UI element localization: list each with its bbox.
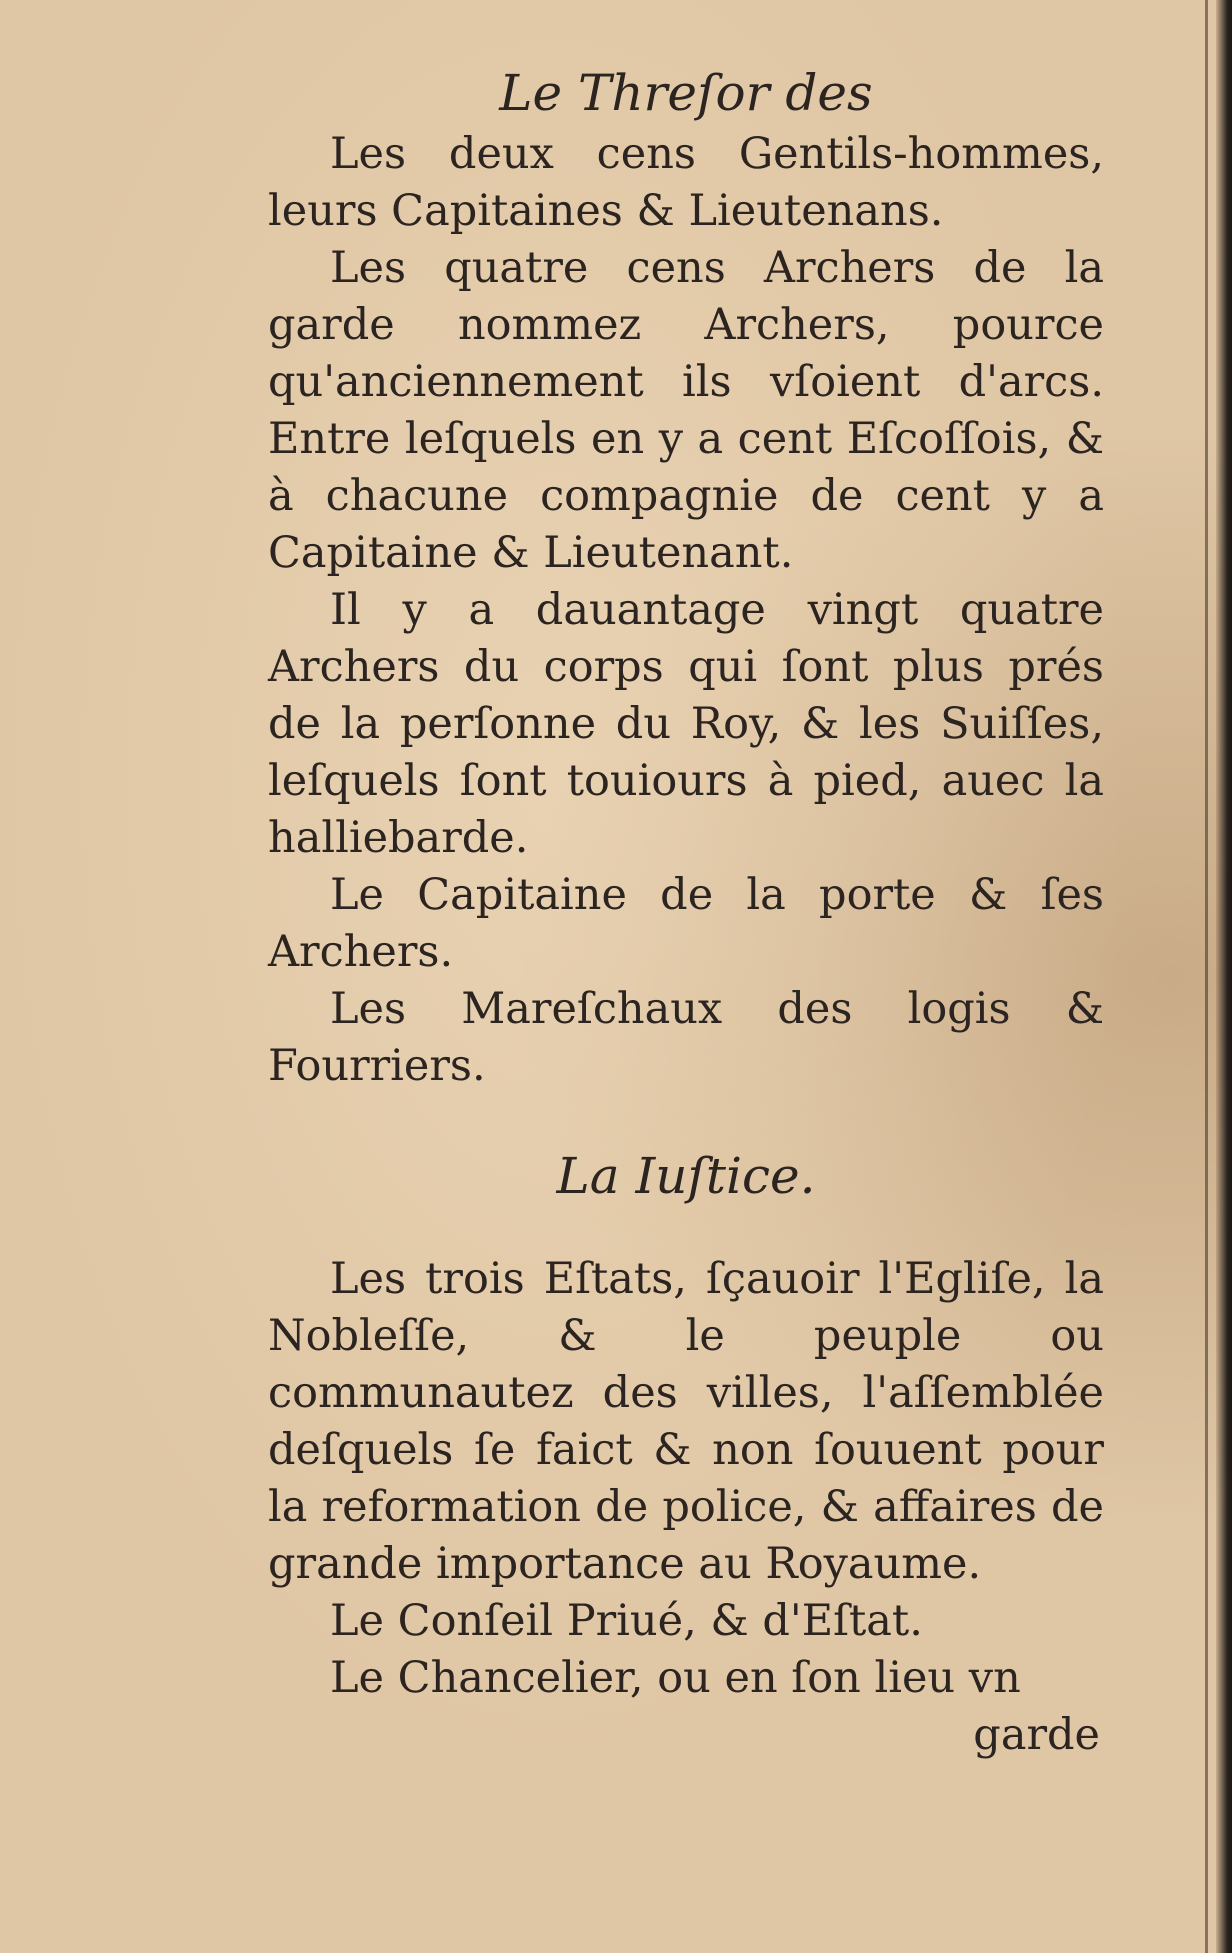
catchword: garde: [973, 1710, 1100, 1760]
text-block: [268, 60, 1104, 1764]
section-heading: La Iuſtice.: [556, 1147, 816, 1205]
paragraph: Il y a dauantage vingt quatre Archers du corps qui ſont plus prés de la perſonne du Roy, & les Suiſſes, leſquels ſont touiours à pied, auec la halliebarde.: [268, 585, 1104, 863]
paragraph: Le Capitaine de la porte & ſes Archers.: [268, 870, 1104, 977]
paragraph: Le Conſeil Priué, & d'Eſtat.: [330, 1596, 923, 1646]
page-edge: [1216, 0, 1232, 1953]
paragraph: Le Chancelier, ou en ſon lieu vn: [330, 1653, 1021, 1703]
paragraph: Les deux cens Gentils-hommes, leurs Capitaines & Lieutenans.: [268, 129, 1104, 236]
paragraph: Les Mareſchaux des logis & Fourriers.: [268, 984, 1104, 1091]
running-head: Le Threſor des: [499, 64, 873, 122]
binding-shadow-line: [1205, 0, 1208, 1953]
paragraph: Les trois Eſtats, ſçauoir l'Egliſe, la Nobleſſe, & le peuple ou communautez des villes, l'aſſemblée deſquels ſe faict & non ſouuent pour la reformation de police, & affaires de grande importance au Royaume.: [268, 1254, 1104, 1589]
paragraph: Les quatre cens Archers de la garde nommez Archers, pource qu'anciennement ils vſoient d'arcs. Entre leſquels en y a cent Eſcoſſois, & à chacune compagnie de cent y a Capitaine & Lieutenant.: [268, 243, 1104, 578]
